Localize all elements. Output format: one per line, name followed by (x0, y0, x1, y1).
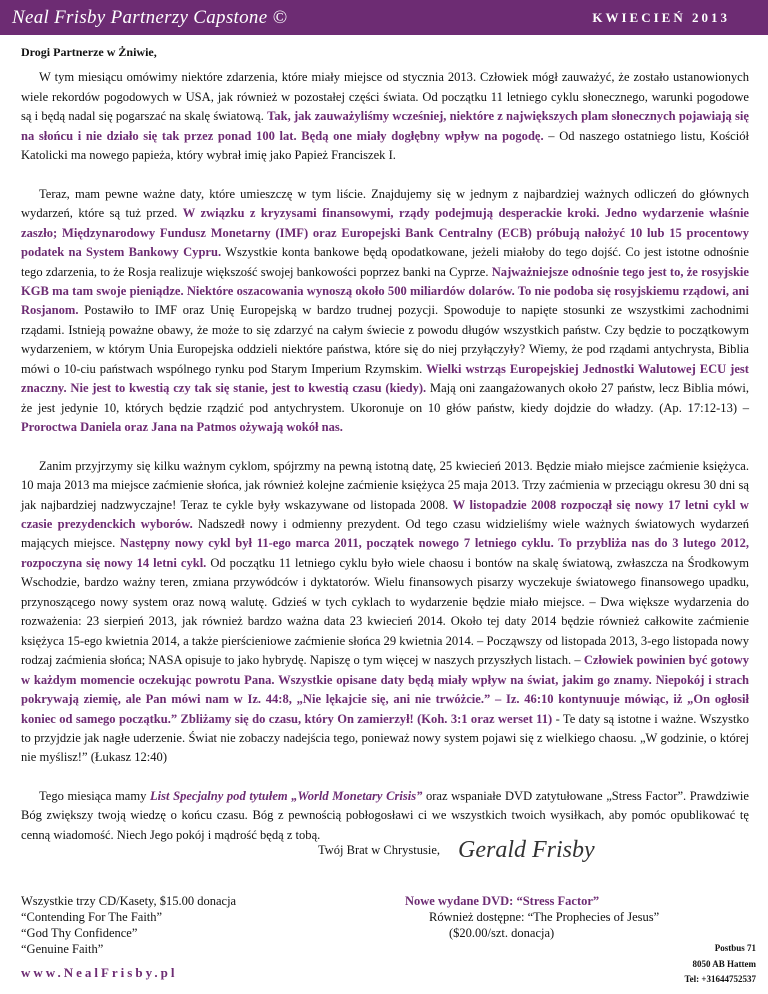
closing (318, 837, 618, 877)
address-line: 8050 AB Hattem (692, 958, 756, 969)
cd-offer (21, 893, 236, 957)
cd-title: “Genuine Faith” (21, 942, 104, 956)
paragraph-text: W tym miesiącu omówimy niektóre zdarzenia, które miały miejsce od stycznia 2013. Człowiek mógł zauważyć, że zostało ustanowionych wiele rekordów pogodowych w USA, jak również w pozostałej części świata. Od początku 11 letniego cyklu słonecznego, warunki pogodowe są i będą nadal się pogarszać na skalę światową. (21, 70, 749, 124)
paragraph-text: Od początku 11 letniego cyklu było wiele chaosu i bontów na skalę światową, zwłaszcza na Środkowym Wschodzie, bardzo ważny teren, zmiana przywódców i dyktatorów. Wielu finansowych pisarzy wyczekuje światowego finansowego upadku, przynoszącego nowy system oraz nową walutę. Gdzieś w tych cyklach to wydarzenie będzie miało miejsce. – Dwa większe wydarzenia do rozważenia: 23 sierpień 2013, jak również bardzo ważna data 23 kwiecień 2014. Około tej daty 2014 będzie również całkowite zaćmienie księżyca 15-ego kwietnia 2014, a także pierścieniowe zaćmienie słońca 29 kwietnia 2014. – Począwszy od listopada 2013, 3-ego listopada nowy rodzaj zaćmienia słońca; NASA opisuje to jako hybrydę. Napiszę o tym więcej w naszych przyszłych listach. – (21, 555, 749, 668)
website-link[interactable]: www.NealFrisby.pl (21, 965, 178, 980)
highlighted-text: List Specjalny pod tytułem „World Monetary Crisis” (149, 788, 423, 803)
cd-title: “God Thy Confidence” (21, 926, 138, 940)
dvd-line: Również dostępne: “The Prophecies of Jesus” (429, 910, 660, 924)
paragraph-text: Teraz, mam pewne ważne daty, które umieszczę w tym liście. Znajdujemy się w jednym z najbardziej ważnych odliczeń do głównych wydarzeń, które są tuż przed. (21, 186, 749, 221)
signature: Gerald Frisby (458, 837, 595, 863)
paragraph-text: Tego miesiąca mamy (39, 788, 150, 803)
highlighted-text: Człowiek powinien być gotowy w każdym momencie oczekując powrotu Pana. Wszystkie opisane daty będą miały wpływ na świat, jakim go znamy. Niepokój i strach pokrywają ziemię, ale Pan mówi nam w Iz. 44:8, „Nie lękajcie się, ani nie trwóżcie.” – Iz. 46:10 kontynuuje mówiąc, iż „On ogłosił koniec od samego początku.” Zbliżamy się do czasu, który On zamierzył! (Koh. 3:1 oraz werset 11) (21, 653, 750, 726)
highlighted-text: Tak, jak zauważyliśmy wcześniej, niektóre z największych plam słonecznych pojawiają się na słońcu i nie działo się tak przez ponad 100 lat. Będą one miały dogłębny wpływ na pogodę. (21, 109, 749, 143)
paragraphs (21, 68, 749, 845)
phone: Tel: +31644752537 (684, 974, 756, 984)
issue-month: KWIECIEŃ 2013 (592, 9, 730, 25)
highlighted-text: W związku z kryzysami finansowymi, rządy podejmują desperackie kroki. Jedno wydarzenie właśnie zaszło; Międzynarodowy Fundusz Monetarny (IMF) oraz Europejski Bank Centralny (ECB) próbują nałożyć 10 lub 15 procentowy podatek na System Bankowy Cypru. (21, 206, 749, 260)
paragraph (21, 185, 749, 438)
closing-text: Twój Brat w Chrystusie, (318, 843, 441, 857)
address-line: Postbus 71 (714, 943, 756, 953)
paragraph-text: – Od naszego ostatniego listu, Kościół Katolicki ma nowego papieża, który wybrał imię jako Papież Franciszek I. (21, 128, 749, 163)
salutation: Drogi Partnerze w Żniwie, (21, 45, 157, 59)
paragraph-text: Nadszedł nowy i odmienny prezydent. Od tego czasu widzieliśmy wiele ważnych światowych wydarzeń mających miejsce. (21, 516, 749, 551)
highlighted-text: Najważniejsze odnośnie tego jest to, że rosyjskie KGB ma tam swoje pieniądze. Niektóre oszacowania wynoszą około 500 miliardów dolarów. To nie podoba się rosyjskiemu rządowi, ani Rosjanom. (21, 264, 749, 318)
highlighted-text: Następny nowy cykl był 11-ego marca 2011, początek nowego 7 letniego cyklu. To przybliża nas do 3 lutego 2012, rozpoczyna się nowy 14 letni cykl. (21, 536, 749, 570)
cd-offer-line: Wszystkie trzy CD/Kasety, $15.00 donacja (21, 894, 237, 908)
paragraph-text: - Te daty są istotne i ważne. Wszystko to przyjdzie jak nagłe uderzenie. Świat nie zobaczy nadejścia tego, ponieważ nowy system pojawi się z wielkiego chaosu. „W godzinie, o której nie myślisz!” (Łukasz 12:40) (21, 711, 749, 765)
cd-title: “Contending For The Faith” (21, 910, 163, 924)
highlighted-text: Proroctwa Daniela oraz Jana na Patmos ożywają wokół nas. (21, 420, 343, 435)
highlighted-text: W listopadzie 2008 rozpoczął się nowy 17 letni cykl w czasie prezydenckich wyborów. (21, 497, 749, 531)
paragraph (21, 457, 749, 768)
header-bar (0, 0, 768, 35)
dvd-title: Nowe wydane DVD: “Stress Factor” (405, 894, 600, 908)
paragraph (21, 68, 749, 165)
dvd-offer (405, 893, 659, 941)
paragraph-text: Postawiło to IMF oraz Unię Europejską w bardzo trudnej pozycji. Spowoduje to napięte stosunki ze wszystkimi zachodnimi rządami. Istnieją poważne obawy, że może to się zdarzyć na całym świecie z powodu długów wszystkich państw. Czy będzie to początkowym wydarzeniem, w którym Unia Europejska oddzieli niektóre państwa, które się do niej przyłączyły? Wiemy, że pod rządami antychrysta, Biblia mówi o 10-ciu państwach wspólnego rynku pod Starym Imperium Rzymskim. (21, 303, 749, 376)
brand-title: Neal Frisby Partnerzy Capstone © (12, 6, 288, 28)
postal-address (684, 941, 756, 988)
paragraph-text: oraz wspaniałe DVD zatytułowane „Stress Factor”. Prawdziwie Bóg zwiększy twoją wiedzę o końcu czasu. Bóg z pewnością pobłogosławi ci we wszystkich twoich wysiłkach, aby pomóc opublikować tę cenną wiadomość. Niech Jego pokój i mądrość będą z tobą. (21, 788, 749, 842)
paragraph-text: Zanim przyjrzymy się kilku ważnym cyklom, spójrzmy na pewną istotną datę, 25 kwiecień 2013. Będzie miało miejsce zaćmienie księżyca. 10 maja 2013 ma miejsce zaćmienie słońca, jak również kolejne zaćmienie księżyca 25 maja 2013. Trzy zaćmienia w przeciągu okresu 30 dni są jak najbardziej nadzwyczajne! Teraz te cykle były wskazywane od listopada 2008. (21, 458, 749, 512)
highlighted-text: Wielki wstrząs Europejskiej Jednostki Walutowej ECU jest znaczny. Nie jest to kwestią czy tak się stanie, jest to kwestią czasu (kiedy). (21, 361, 749, 396)
paragraph-text: Mają oni zaangażowanych około 27 państw, lecz Biblia mówi, że jest jedynie 10, których będzie rządzić pod antychrystem. Ukoronuje on 10 głów państw, kiedy dojdzie do władzy. (Ap. 17:12-13) – (21, 381, 749, 415)
dvd-price: ($20.00/szt. donacja) (449, 926, 555, 940)
paragraph-text: Wszystkie konta bankowe będą opodatkowane, jeżeli miałoby do tego dojść. Co jest istotne odnośnie tego zdarzenia, to że Rosja realizuje większość swojej bankowości poprzez banki na Cyprze. (21, 245, 749, 279)
letter-body (21, 43, 749, 864)
